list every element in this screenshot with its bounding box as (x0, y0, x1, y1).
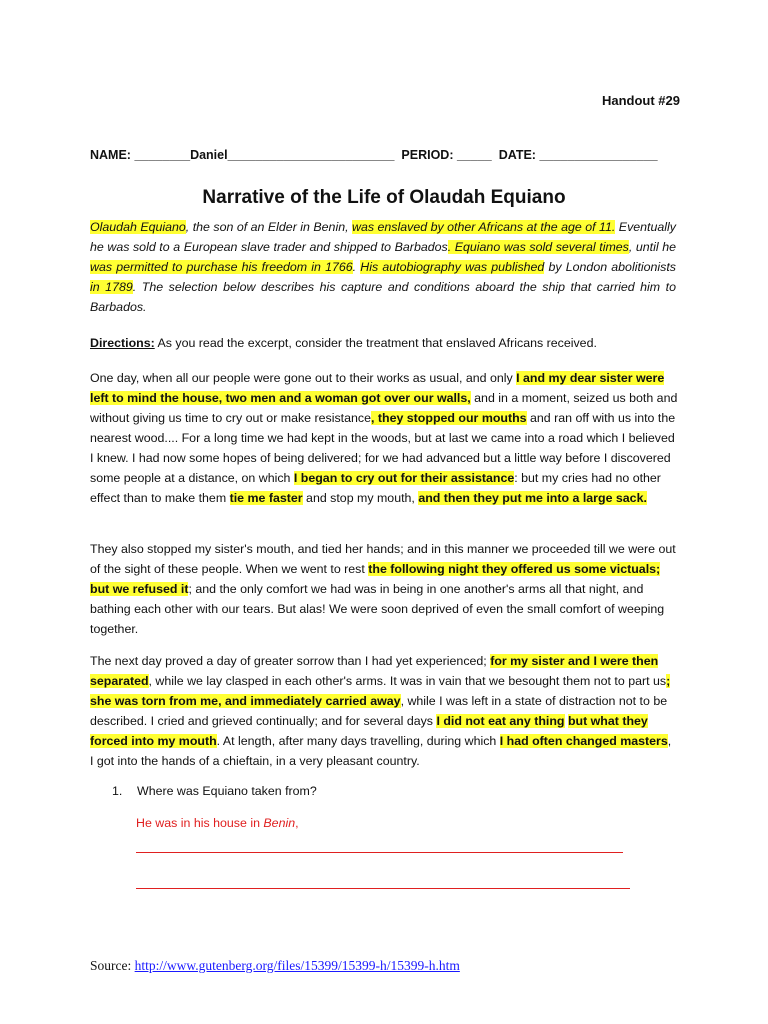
highlight: was permitted to purchase his freedom in 1766 (90, 260, 353, 274)
directions-text: As you read the excerpt, consider the treatment that enslaved Africans received. (154, 336, 597, 350)
period-field[interactable]: _____ (456, 148, 492, 162)
name-period-date-line (90, 148, 658, 162)
highlight: I and my dear sister were left to mind the house, two men and a woman got over our walls, (90, 371, 665, 405)
highlight: was enslaved by other Africans at the age of 11. (352, 220, 616, 234)
highlight: in 1789 (90, 280, 133, 294)
highlight: I had often changed masters (499, 734, 668, 748)
name-label: NAME: (90, 148, 131, 162)
highlight: . Equiano was sold several times (447, 240, 629, 254)
question-text: Where was Equiano taken from? (137, 784, 317, 798)
source-citation (90, 958, 460, 974)
intro-paragraph: Olaudah Equiano, the son of an Elder in Benin, was enslaved by other Africans at the age of 11. Eventually he was sold to a European slave trader and shipped to Barbados. Equiano was sold several times, until he was permitted to purchase his freedom in 1766. His autobiography was published by London abolitionists in 1789. The selection below describes his capture and conditions aboard the ship that carried him to Barbados. (90, 220, 677, 314)
directions (90, 336, 597, 350)
highlight: and then they put me into a large sack. (418, 491, 647, 505)
date-label: DATE: (498, 148, 536, 162)
handout-number: Handout #29 (601, 93, 680, 108)
excerpt-paragraph-1: One day, when all our people were gone out to their works as usual, and only I and my dear sister were left to mind the house, two men and a woman got over our walls, and in a moment, seized us both and without giving us time to cry out or make resistance, they stopped our mouths and ran off with us into the nearest wood.... For a long time we had kept in the woods, but at last we came into a road which I believed I knew. I had now some hopes of being delivered; for we had advanced but a little way before I discovered some people at a distance, on which I began to cry out for their assistance: but my cries had no other effect than to make them tie me faster and stop my mouth, and then they put me into a large sack. (90, 371, 678, 505)
highlight: but what they forced into my mouth (90, 714, 648, 748)
question-number: 1. (112, 784, 123, 798)
answer-text[interactable]: He was in his house in Benin, (136, 816, 299, 830)
date-field[interactable]: _________________ (539, 148, 658, 162)
document-title: Narrative of the Life of Olaudah Equiano (202, 187, 566, 208)
highlight: His autobiography was published (360, 260, 545, 274)
excerpt-paragraph-2: They also stopped my sister's mouth, and tied her hands; and in this manner we proceeded till we were out of the sight of these people. When we went to rest the following night they offered us some victuals; but we refused it; and the only comfort we had was in being in one another's arms all that night, and bathing each other with our tears. But alas! We were soon deprived of even the small comfort of weeping together. (90, 542, 676, 636)
highlight: I did not eat any thing (436, 714, 565, 728)
highlight: tie me faster (229, 491, 303, 505)
source-link[interactable]: http://www.gutenberg.org/files/15399/15399-h/15399-h.htm (134, 958, 460, 973)
source-label: Source: (90, 958, 135, 973)
highlight: the following night they offered us some victuals; but we refused it (90, 562, 661, 596)
highlight: , they stopped our mouths (370, 411, 527, 425)
highlight: for my sister and I were then separated (90, 654, 659, 688)
directions-label: Directions: (90, 336, 155, 350)
name-field[interactable]: ________Daniel________________________ (134, 148, 395, 162)
highlight: Olaudah Equiano (90, 220, 186, 234)
highlight: ; she was torn from me, and immediately carried away (90, 674, 671, 708)
highlight: I began to cry out for their assistance (293, 471, 515, 485)
answer-line[interactable] (136, 888, 630, 889)
question-1 (112, 784, 317, 798)
answer-line[interactable] (136, 852, 623, 853)
period-label: PERIOD: (401, 148, 454, 162)
excerpt-paragraph-3: The next day proved a day of greater sorrow than I had yet experienced; for my sister and I were then separated, while we lay clasped in each other's arms. It was in vain that we besought them not to part us; she was torn from me, and immediately carried away, while I was left in a state of distraction not to be described. I cried and grieved continually; and for several days I did not eat any thing but what they forced into my mouth. At length, after many days travelling, during which I had often changed masters, I got into the hands of a chieftain, in a very pleasant country. (90, 654, 672, 768)
